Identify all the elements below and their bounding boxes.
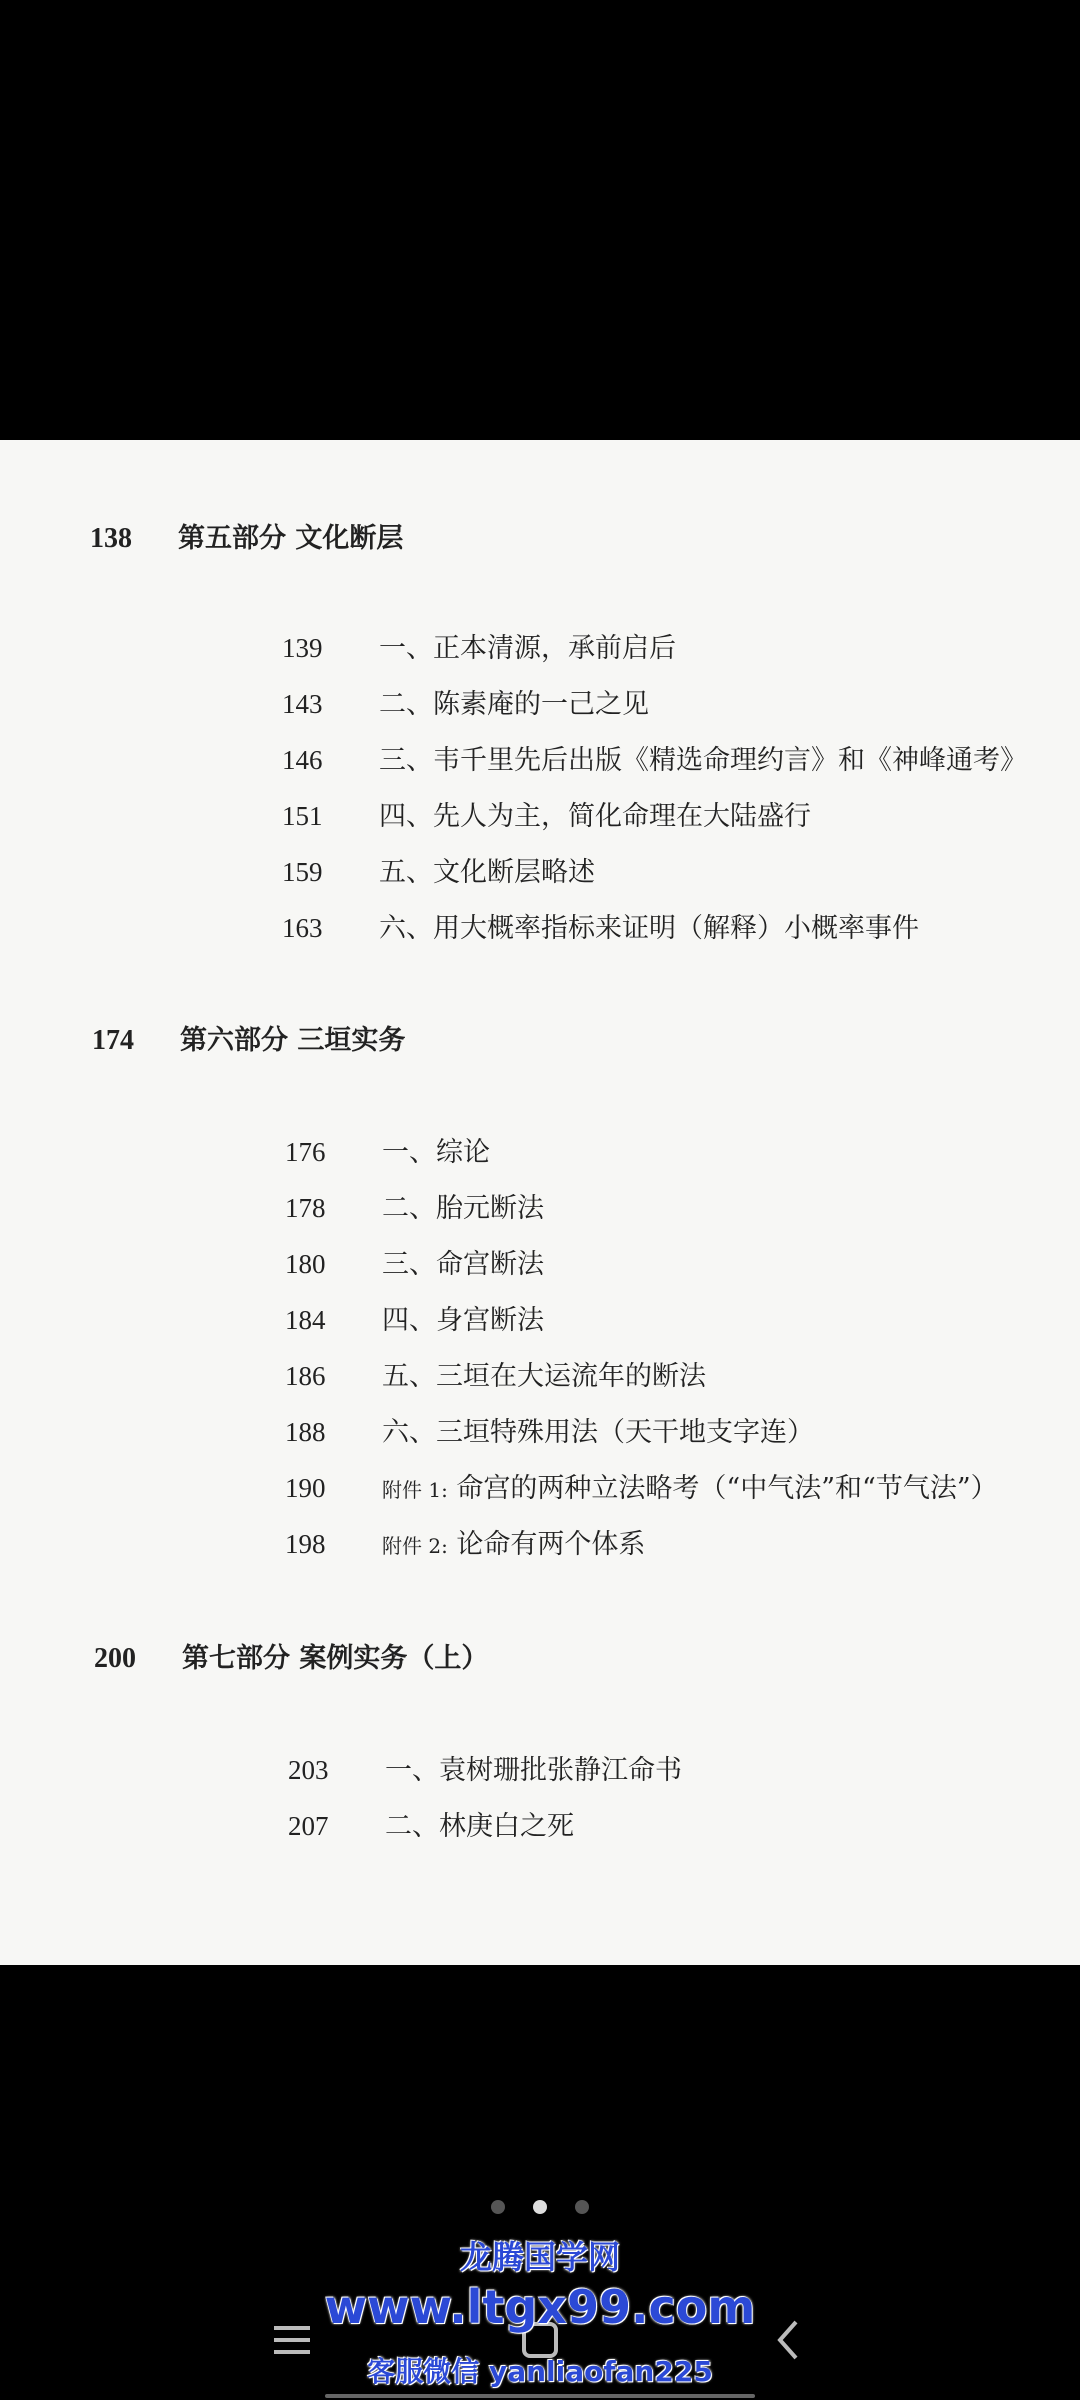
entry-page-number: 198 [285, 1529, 326, 1559]
toc-entry [282, 906, 919, 945]
entry-page-number: 188 [285, 1417, 326, 1447]
entry-title: 二、胎元断法 [382, 1193, 544, 1224]
toc-entry [282, 738, 1027, 777]
entry-page-number: 139 [282, 633, 323, 663]
entry-title: 一、综论 [382, 1137, 490, 1168]
entry-title: 五、文化断层略述 [379, 857, 595, 888]
toc-entry [285, 1298, 544, 1337]
entry-page-number: 207 [288, 1811, 329, 1841]
page-dot[interactable] [575, 2200, 589, 2214]
entry-title: 四、身宫断法 [382, 1305, 544, 1336]
part-title: 第七部分 案例实务（上） [182, 1643, 489, 1674]
page-dot[interactable] [491, 2200, 505, 2214]
part-heading [90, 516, 403, 555]
page-dot-active[interactable] [533, 2200, 547, 2214]
part-heading [94, 1636, 488, 1675]
entry-title: 二、林庚白之死 [385, 1811, 574, 1842]
toc-entry [285, 1410, 814, 1449]
entry-title: 一、正本清源，承前启后 [379, 633, 676, 664]
toc-entry [285, 1242, 544, 1281]
appendix-prefix: 附件 2: [382, 1534, 448, 1558]
part-title: 第五部分 文化断层 [178, 523, 404, 554]
entry-title [382, 1522, 645, 1561]
toc-entry [285, 1186, 544, 1225]
appendix-title: 论命有两个体系 [456, 1529, 646, 1560]
entry-page-number: 143 [282, 689, 323, 719]
part-title: 第六部分 三垣实务 [180, 1025, 406, 1056]
entry-page-number: 151 [282, 801, 323, 831]
appendix-title: 命宫的两种立法略考（“中气法”和“节气法”） [456, 1473, 998, 1504]
toc-entry [282, 850, 595, 889]
watermark-site-name: 龙腾国学网 [459, 2238, 620, 2276]
toc-entry [285, 1354, 706, 1393]
entry-page-number: 190 [285, 1473, 326, 1503]
gesture-bar [325, 2394, 755, 2398]
part-heading [92, 1018, 405, 1057]
toc-entry [285, 1522, 645, 1561]
entry-page-number: 159 [282, 857, 323, 887]
part-page-number: 200 [94, 1643, 136, 1674]
toc-entry [288, 1748, 682, 1787]
entry-title: 一、袁树珊批张静江命书 [385, 1755, 682, 1786]
part-page-number: 138 [90, 523, 132, 554]
entry-title: 六、三垣特殊用法（天干地支字连） [382, 1417, 814, 1448]
entry-page-number: 203 [288, 1755, 329, 1785]
entry-page-number: 176 [285, 1137, 326, 1167]
entry-title [382, 1466, 998, 1505]
entry-page-number: 163 [282, 913, 323, 943]
toc-entry [288, 1804, 574, 1843]
toc-entry [285, 1466, 998, 1505]
entry-title: 二、陈素庵的一己之见 [379, 689, 649, 720]
entry-page-number: 180 [285, 1249, 326, 1279]
toc-entry [282, 626, 676, 665]
entry-title: 六、用大概率指标来证明（解释）小概率事件 [379, 913, 919, 944]
entry-page-number: 186 [285, 1361, 326, 1391]
entry-title: 三、命宫断法 [382, 1249, 544, 1280]
toc-entry [285, 1130, 490, 1169]
watermark-url: www.ltgx99.com [324, 2280, 756, 2334]
entry-title: 三、韦千里先后出版《精选命理约言》和《神峰通考》 [379, 745, 1027, 776]
watermark-contact: 客服微信 yanliaofan225 [367, 2355, 713, 2388]
document-page [0, 440, 1080, 1965]
entry-title: 四、先人为主，简化命理在大陆盛行 [379, 801, 811, 832]
entry-page-number: 146 [282, 745, 323, 775]
entry-title: 五、三垣在大运流年的断法 [382, 1361, 706, 1392]
entry-page-number: 178 [285, 1193, 326, 1223]
page-indicator [0, 2200, 1080, 2214]
part-page-number: 174 [92, 1025, 134, 1056]
appendix-prefix: 附件 1: [382, 1478, 448, 1502]
toc-entry [282, 682, 649, 721]
entry-page-number: 184 [285, 1305, 326, 1335]
toc-entry [282, 794, 811, 833]
